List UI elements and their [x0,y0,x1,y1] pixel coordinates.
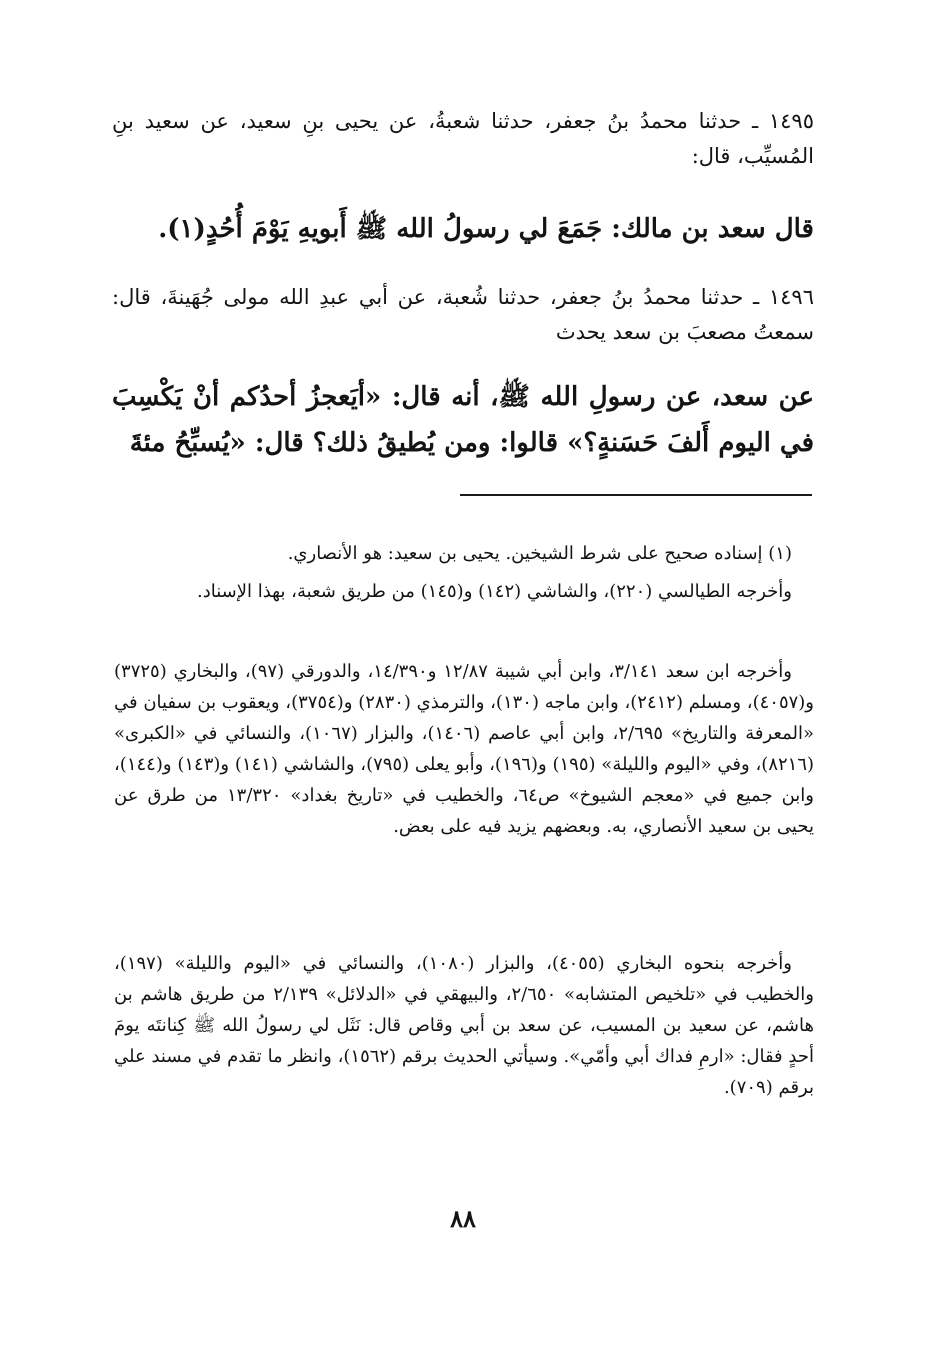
footnote-paragraph-4: وأخرجه بنحوه البخاري (٤٠٥٥)، والبزار (١٠٨٠)، والنسائي في «اليوم والليلة» (١٩٧)، والخطيب في «تلخيص المتشابه» ٢/٦٥٠، والبيهقي في «الدلائل» ٢/١٣٩ من طريق هاشم بن هاشم، عن سعيد بن المسيب، عن سعد بن أبي وقاص قال: نَثَل لي رسولُ الله ﷺ كِنانتَه يومَ أحدٍ فقال: «ارمِ فداك أبي وأمّي». وسيأتي الحديث برقم (١٥٦٢)، وانظر ما تقدم في مسند علي برقم (٧٠٩). [114,953,814,1098]
footnote-paragraph-3: وأخرجه ابن سعد ٣/١٤١، وابن أبي شيبة ١٢/٨٧ و١٤/٣٩٠، والدورقي (٩٧)، والبخاري (٣٧٢٥) و(٤٠٥٧)، ومسلم (٢٤١٢)، وابن ماجه (١٣٠)، والترمذي (٢٨٣٠) و(٣٧٥٤)، ويعقوب بن سفيان في «المعرفة والتاريخ» ٢/٦٩٥، وابن أبي عاصم (١٤٠٦)، والبزار (١٠٦٧)، والنسائي في «الكبرى» (٨٢١٦)، وفي «اليوم والليلة» (١٩٥) و(١٩٦)، وأبو يعلى (٧٩٥)، والشاشي (١٤١) و(١٤٣) و(١٤٤)، وابن جميع في «معجم الشيوخ» ص٦٤، والخطيب في «تاريخ بغداد» ١٣/٣٢٠ من طرق عن يحيى بن سعيد الأنصاري، به. وبعضهم يزيد فيه على بعض. [114,661,815,837]
footnote-paragraph-1: (١) إسناده صحيح على شرط الشيخين. يحيى بن سعيد: هو الأنصاري. [287,543,792,564]
hadith-1495-isnad: ١٤٩٥ ـ حدثنا محمدُ بنُ جعفر، حدثنا شعبةُ، عن يحيى بنِ سعيد، عن سعيد بنِ المُسيِّب، قال: [112,109,814,168]
footnote-paragraph-2: وأخرجه الطيالسي (٢٢٠)، والشاشي (١٤٢) و(١٤٥) من طريق شعبة، بهذا الإسناد. [196,581,792,602]
page-number: ٨٨ [450,1204,476,1233]
hadith-1496-matn: عن سعد، عن رسولِ الله ﷺ، أنه قال: «أيَعجزُ أحدُكم أنْ يَكْسِبَ في اليوم أَلفَ حَسَنةٍ؟» قالوا: ومن يُطيقُ ذلك؟ قال: «يُسبِّحُ مئةَ [112,382,814,458]
hadith-1496-isnad: ١٤٩٦ ـ حدثنا محمدُ بنُ جعفر، حدثنا شُعبة، عن أبي عبدِ الله مولى جُهَينةَ، قال: سمعتُ مصعبَ بن سعد يحدث [112,285,814,344]
page-number-container [0,1204,950,1233]
footnote-separator [460,494,812,496]
hadith-1495-matn: قال سعد بن مالك: جَمَعَ لي رسولُ الله ﷺ أَبويهِ يَوْمَ أُحُدٍ(١). [158,214,814,244]
